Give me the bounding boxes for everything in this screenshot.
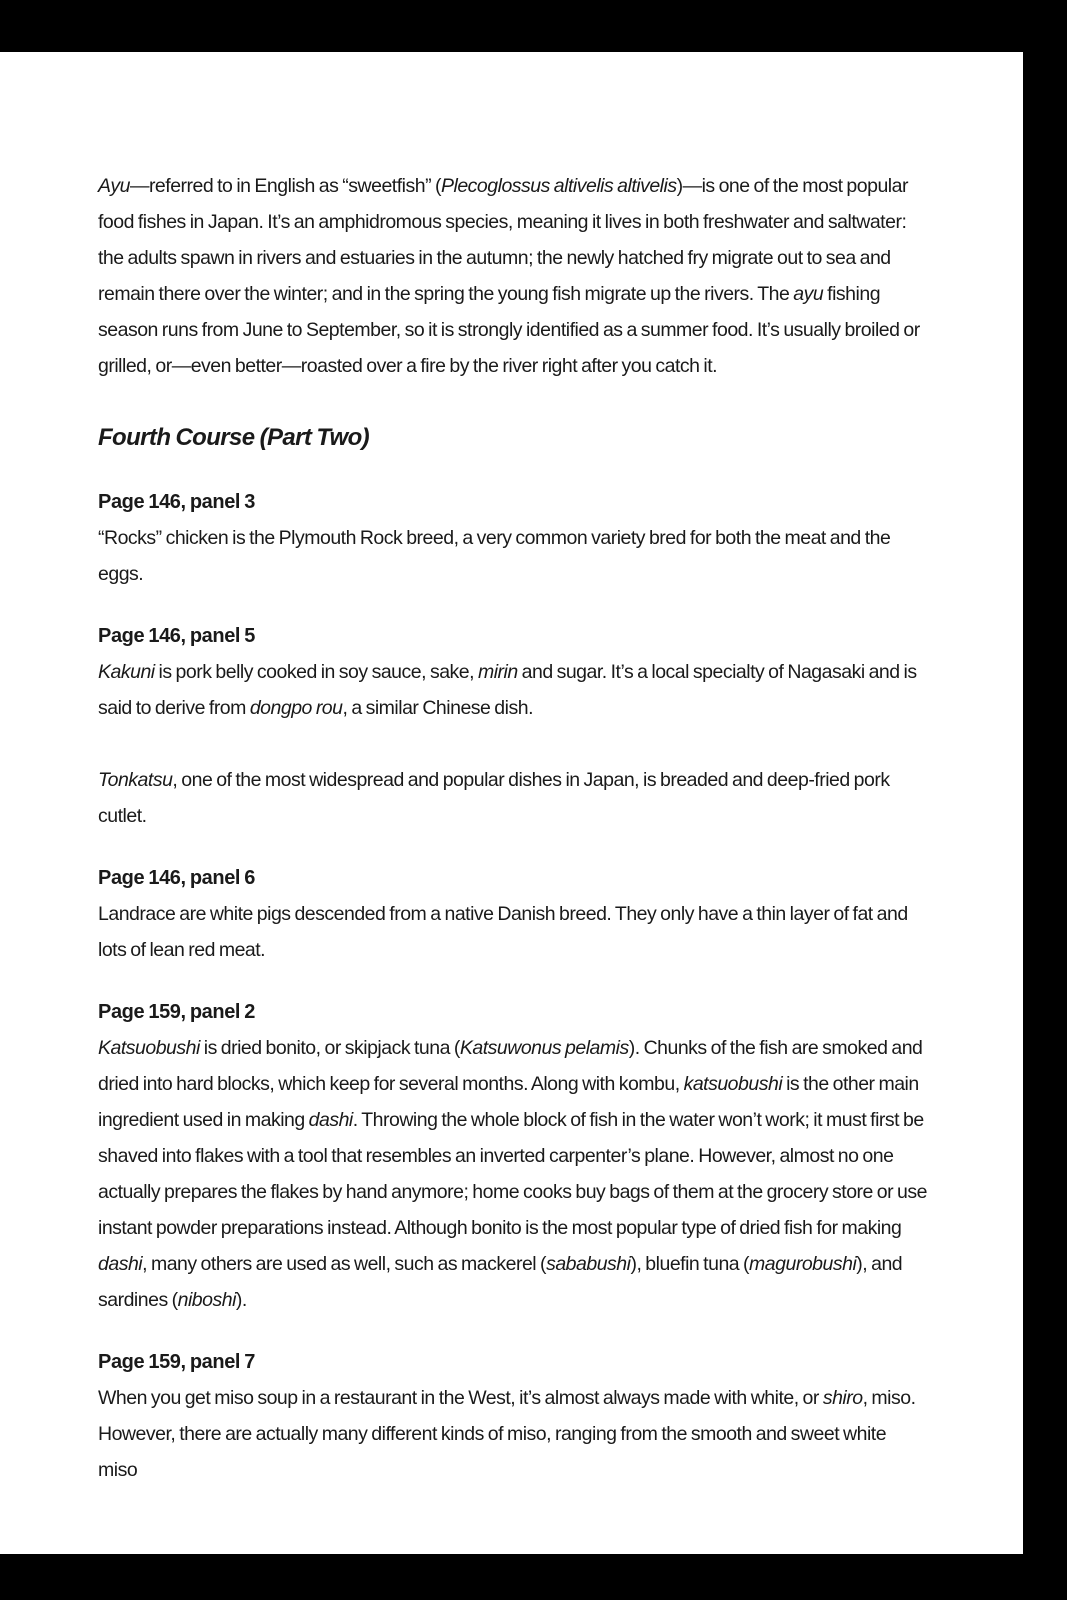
paragraph [98, 654, 928, 726]
italic-term: shiro [822, 1387, 863, 1409]
note-entry [98, 994, 928, 1318]
note-body [98, 654, 928, 834]
text-run: ). [235, 1289, 247, 1311]
italic-term: dongpo rou [249, 697, 343, 719]
note-body [98, 896, 928, 968]
text-run: is dried bonito, or skipjack tuna ( [199, 1037, 460, 1059]
paragraph [98, 168, 928, 384]
italic-term: katsuobushi [683, 1073, 783, 1095]
italic-term: dashi [308, 1109, 353, 1131]
note-entry [98, 484, 928, 592]
italic-term: Tonkatsu [98, 769, 173, 791]
paragraph [98, 896, 928, 968]
notes-list [98, 484, 928, 1488]
italic-term: Plecoglossus altivelis altivelis [440, 175, 677, 197]
italic-term: dashi [98, 1253, 143, 1275]
note-body [98, 1380, 928, 1488]
note-body [98, 520, 928, 592]
paragraph [98, 1030, 928, 1318]
text-run: When you get miso soup in a restaurant in the West, it’s almost always made with white, or [98, 1387, 823, 1409]
note-body [98, 1030, 928, 1318]
text-run: ). Chunks of the fish are smoked and dried into hard blocks, which keep for several months. Along with kombu, [98, 1037, 923, 1095]
text-run: is the other main ingredient used in making [98, 1073, 919, 1131]
italic-term: sababushi [546, 1253, 631, 1275]
text-run: “Rocks” chicken is the Plymouth Rock breed, a very common variety bred for both the meat and the eggs. [98, 527, 891, 585]
page-content [98, 168, 928, 1488]
text-run: , one of the most widespread and popular dishes in Japan, is breaded and deep-fried pork cutlet. [98, 769, 890, 827]
note-heading: Page 146, panel 5 [98, 625, 255, 647]
text-run: , a similar Chinese dish. [342, 697, 533, 719]
italic-term: Katsuwonus pelamis [459, 1037, 629, 1059]
note-entry [98, 618, 928, 834]
note-entry [98, 1344, 928, 1488]
note-entry [98, 860, 928, 968]
italic-term: Katsuobushi [98, 1037, 200, 1059]
text-run: —referred to in English as “sweetfish” ( [129, 175, 441, 197]
intro-paragraph [98, 168, 928, 384]
text-run: ), and sardines ( [98, 1253, 903, 1311]
italic-term: niboshi [177, 1289, 236, 1311]
italic-term: magurobushi [749, 1253, 857, 1275]
note-heading: Page 159, panel 2 [98, 1001, 255, 1023]
paragraph [98, 1380, 928, 1488]
text-run: and sugar. It’s a local specialty of Nagasaki and is said to derive from [98, 661, 917, 719]
book-page [0, 52, 1023, 1554]
italic-term: mirin [477, 661, 518, 683]
text-run: ), bluefin tuna ( [630, 1253, 750, 1275]
text-run: fishing season runs from June to September, so it is strongly identified as a summer food. It’s usually broiled or grilled, or—even better—roasted over a fire by the river right after you catch it. [98, 283, 920, 377]
note-heading: Page 146, panel 6 [98, 867, 255, 889]
paragraph [98, 762, 928, 834]
text-run: Landrace are white pigs descended from a native Danish breed. They only have a thin layer of fat and lots of lean red meat. [98, 903, 908, 961]
text-run: )—is one of the most popular food fishes in Japan. It’s an amphidromous species, meaning it lives in both freshwater and saltwater: the adults spawn in rivers and estuaries in the autumn; the newly hatched fry migrate out to sea and remain there over the winter; and in the spring the young fish migrate up the rivers. The [98, 175, 908, 305]
text-run: . Throwing the whole block of fish in the water won’t work; it must first be shaved into flakes with a tool that resembles an inverted carpenter’s plane. However, almost no one actually prepares the flakes by hand anymore; home cooks buy bags of them at the grocery store or use instant powder preparations instead. Although bonito is the most popular type of dried fish for making [98, 1109, 927, 1239]
italic-term: Kakuni [98, 661, 155, 683]
italic-term: ayu [793, 283, 824, 305]
note-heading: Page 159, panel 7 [98, 1351, 255, 1373]
note-heading: Page 146, panel 3 [98, 491, 255, 513]
text-run: , miso. However, there are actually many different kinds of miso, ranging from the smooth and sweet white miso [98, 1387, 916, 1481]
paragraph [98, 520, 928, 592]
text-run: , many others are used as well, such as mackerel ( [142, 1253, 547, 1275]
text-run: is pork belly cooked in soy sauce, sake, [154, 661, 478, 683]
italic-term: Ayu [98, 175, 130, 197]
section-title: Fourth Course (Part Two) [98, 424, 370, 451]
